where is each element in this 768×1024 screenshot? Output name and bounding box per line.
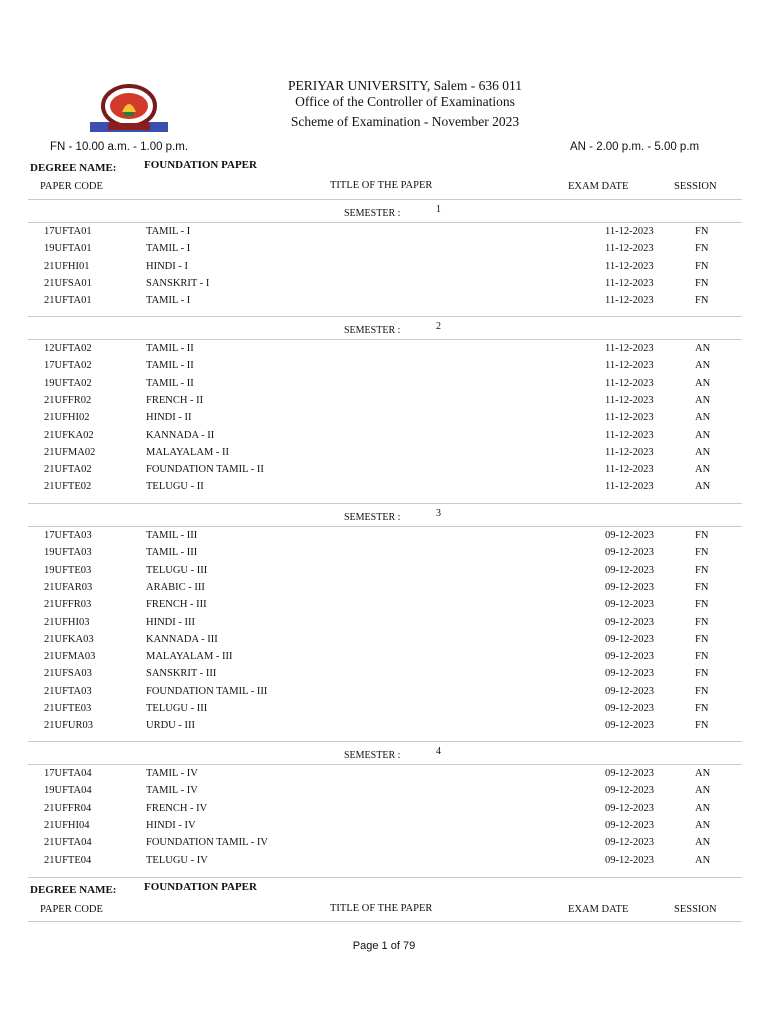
table-row [28,224,742,241]
semester-heading [28,509,742,527]
exam-date: 09-12-2023 [605,768,654,779]
exam-date: 09-12-2023 [605,564,654,576]
column-title: TITLE OF THE PAPER [330,180,433,191]
paper-code: 19UFTA01 [44,243,92,255]
paper-code: 19UFTE03 [44,564,92,576]
paper-title: FRENCH - IV [146,802,208,814]
semester-rule [28,316,742,317]
table-row [28,393,742,410]
table-row [28,563,742,580]
exam-session: FN [695,295,709,307]
exam-date: 09-12-2023 [605,599,654,611]
exam-session: AN [695,802,711,814]
paper-code: 19UFTA02 [44,377,92,389]
table-row [28,545,742,562]
exam-session: FN [695,564,709,576]
exam-date: 11-12-2023 [605,243,654,255]
paper-title: TAMIL - I [146,243,191,255]
exam-date: 09-12-2023 [605,819,654,831]
exam-session: AN [695,360,711,372]
semester-rule [28,741,742,742]
paper-code: 21UFTA02 [44,464,92,476]
paper-title: TAMIL - IV [146,785,198,797]
table-row [28,853,742,870]
semester-number: 1 [436,204,441,215]
paper-code: 21UFAR03 [44,581,93,593]
header-rule-2 [28,921,742,922]
column-paper-code: PAPER CODE [40,181,103,192]
table-row [28,783,742,800]
exam-session: FN [695,685,709,697]
exam-session: FN [695,599,709,611]
section-rule [28,877,742,878]
paper-title: TELUGU - III [146,564,208,576]
exam-date: 09-12-2023 [605,802,654,814]
exam-date: 09-12-2023 [605,581,654,593]
paper-title: TAMIL - III [146,530,198,541]
table-row [28,445,742,462]
table-row [28,428,742,445]
paper-code: 21UFHI01 [44,260,90,272]
semester-heading [28,747,742,765]
table-row [28,649,742,666]
paper-code: 21UFTA01 [44,295,92,307]
semester-rule [28,526,742,527]
table-row [28,241,742,258]
exam-session: FN [695,260,709,272]
exam-session: AN [695,343,711,354]
exam-date: 09-12-2023 [605,651,654,663]
paper-title: TELUGU - III [146,703,208,714]
paper-title: TAMIL - III [146,547,198,559]
exam-date: 11-12-2023 [605,464,654,476]
paper-title: FOUNDATION TAMIL - IV [146,837,268,849]
table-row [28,376,742,393]
table-row [28,684,742,701]
semester-rule [28,222,742,223]
table-row [28,666,742,683]
paper-code: 21UFKA02 [44,429,94,441]
table-row [28,341,742,358]
exam-date: 11-12-2023 [605,429,654,441]
semester-number: 4 [436,746,441,757]
exam-date: 11-12-2023 [605,412,654,424]
paper-title: HINDI - II [146,412,192,424]
paper-title: TAMIL - II [146,377,194,389]
paper-title: KANNADA - III [146,633,218,645]
exam-session: AN [695,446,711,458]
exam-session: AN [695,394,711,406]
paper-code: 21UFMA02 [44,446,96,458]
paper-title: ARABIC - III [146,581,205,593]
table-row [28,632,742,649]
exam-session: FN [695,226,709,237]
exam-session: FN [695,581,709,593]
table-row [28,293,742,310]
exam-session: AN [695,837,711,849]
paper-title: MALAYALAM - II [146,446,230,458]
exam-date: 11-12-2023 [605,343,654,354]
paper-code: 21UFFR03 [44,599,92,611]
exam-date: 11-12-2023 [605,394,654,406]
paper-code: 21UFSA03 [44,668,92,680]
table-row [28,766,742,783]
university-name: PERIYAR UNIVERSITY, Salem - 636 011 [287,78,522,93]
paper-code: 21UFTE04 [44,854,92,866]
exam-date: 11-12-2023 [605,377,654,389]
paper-title: SANSKRIT - I [146,277,210,289]
column-exam-date: EXAM DATE [568,181,629,192]
exam-date: 09-12-2023 [605,668,654,680]
exam-date: 09-12-2023 [605,633,654,645]
paper-code: 19UFTA03 [44,547,92,559]
exam-date: 09-12-2023 [605,703,654,714]
office-title: Office of the Controller of Examinations [295,94,515,109]
header-rule [28,199,742,200]
paper-title: TAMIL - II [146,343,194,354]
degree-value-2: FOUNDATION PAPER [144,881,257,893]
paper-code: 21UFTA04 [44,837,92,849]
column-session: SESSION [674,181,717,192]
table-row [28,801,742,818]
exam-date: 09-12-2023 [605,854,654,866]
exam-session: AN [695,377,711,389]
paper-code: 21UFMA03 [44,651,96,663]
exam-session: AN [695,768,711,779]
degree-label: DEGREE NAME: [30,162,117,174]
exam-date: 11-12-2023 [605,481,654,493]
paper-title: FOUNDATION TAMIL - III [146,685,268,697]
paper-title: FOUNDATION TAMIL - II [146,464,264,476]
table-row [28,276,742,293]
paper-code: 12UFTA02 [44,343,92,354]
exam-date: 09-12-2023 [605,547,654,559]
semester-number: 2 [436,321,441,332]
exam-session: FN [695,633,709,645]
paper-title: HINDI - III [146,616,195,628]
exam-session: AN [695,429,711,441]
exam-session: FN [695,243,709,255]
semester-heading [28,322,742,340]
semester-rule [28,764,742,765]
table-row [28,528,742,545]
exam-date: 11-12-2023 [605,260,654,272]
paper-code: 17UFTA04 [44,768,92,779]
paper-code: 21UFTA03 [44,685,92,697]
paper-code: 21UFHI02 [44,412,90,424]
paper-title: HINDI - I [146,260,188,272]
table-row [28,718,742,735]
paper-code: 17UFTA02 [44,360,92,372]
exam-date: 09-12-2023 [605,785,654,797]
an-session-timing: AN - 2.00 p.m. - 5.00 p.m [570,141,700,153]
semester-heading [28,205,742,223]
exam-session: FN [695,530,709,541]
paper-code: 21UFFR04 [44,802,92,814]
paper-code: 21UFSA01 [44,277,92,289]
paper-code: 21UFTE03 [44,703,92,714]
exam-session: AN [695,854,711,866]
paper-title: FRENCH - III [146,599,207,611]
table-row [28,479,742,496]
paper-code: 19UFTA04 [44,785,92,797]
table-row [28,410,742,427]
exam-session: AN [695,819,711,831]
table-row [28,580,742,597]
exam-session: FN [695,668,709,680]
university-logo [88,82,170,134]
paper-code: 17UFTA01 [44,226,92,237]
column-title-2: TITLE OF THE PAPER [330,903,433,914]
table-row [28,615,742,632]
column-paper-code-2: PAPER CODE [40,904,103,915]
exam-session: AN [695,785,711,797]
exam-session: AN [695,481,711,493]
semester-label: SEMESTER : [344,325,401,336]
table-row [28,358,742,375]
paper-title: FRENCH - II [146,394,204,406]
semester-label: SEMESTER : [344,512,401,523]
paper-code: 21UFHI03 [44,616,90,628]
paper-title: HINDI - IV [146,819,196,831]
semester-rule [28,503,742,504]
exam-date: 11-12-2023 [605,360,654,372]
paper-title: TELUGU - II [146,481,204,493]
degree-label-2: DEGREE NAME: [30,884,117,896]
paper-code: 21UFHI04 [44,819,90,831]
scheme-title: Scheme of Examination - November 2023 [290,114,520,129]
paper-title: TAMIL - I [146,226,191,237]
exam-session: FN [695,547,709,559]
paper-code: 17UFTA03 [44,530,92,541]
exam-date: 11-12-2023 [605,277,654,289]
exam-date: 11-12-2023 [605,295,654,307]
paper-title: TELUGU - IV [146,854,208,866]
exam-date: 09-12-2023 [605,530,654,541]
exam-session: AN [695,412,711,424]
exam-session: FN [695,720,709,732]
exam-session: FN [695,277,709,289]
fn-session-timing: FN - 10.00 a.m. - 1.00 p.m. [50,141,189,153]
exam-date: 09-12-2023 [605,837,654,849]
exam-date: 11-12-2023 [605,446,654,458]
table-row [28,835,742,852]
column-session-2: SESSION [674,904,717,915]
paper-code: 21UFUR03 [44,720,94,732]
paper-code: 21UFTE02 [44,481,92,493]
paper-title: SANSKRIT - III [146,668,217,680]
semester-label: SEMESTER : [344,750,401,761]
table-row [28,701,742,718]
paper-title: TAMIL - IV [146,768,198,779]
paper-code: 21UFKA03 [44,633,94,645]
table-row [28,259,742,276]
exam-date: 09-12-2023 [605,616,654,628]
column-exam-date-2: EXAM DATE [568,904,629,915]
semester-rule [28,339,742,340]
semester-number: 3 [436,508,441,519]
exam-date: 09-12-2023 [605,685,654,697]
exam-session: AN [695,464,711,476]
page-number: Page 1 of 79 [352,940,416,952]
table-row [28,462,742,479]
paper-title: TAMIL - II [146,360,194,372]
exam-session: FN [695,651,709,663]
exam-session: FN [695,616,709,628]
paper-title: KANNADA - II [146,429,215,441]
exam-date: 11-12-2023 [605,226,654,237]
paper-title: MALAYALAM - III [146,651,233,663]
degree-value: FOUNDATION PAPER [144,159,257,171]
table-row [28,597,742,614]
semester-label: SEMESTER : [344,208,401,219]
exam-date: 09-12-2023 [605,720,654,732]
exam-session: FN [695,703,709,714]
table-row [28,818,742,835]
paper-code: 21UFFR02 [44,394,92,406]
paper-title: URDU - III [146,720,195,732]
paper-title: TAMIL - I [146,295,191,307]
